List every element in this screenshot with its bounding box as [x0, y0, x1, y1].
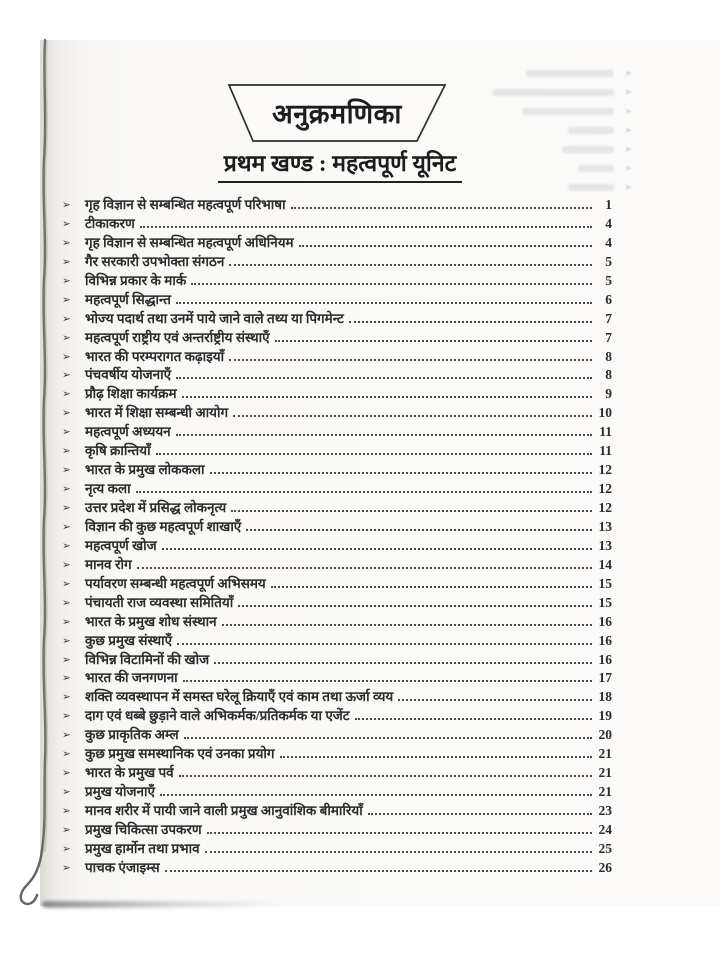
toc-entry-page: 7 [605, 329, 612, 345]
toc-list [62, 196, 612, 878]
arrow-bullet-icon: ➢ [62, 294, 71, 306]
toc-entry-page: 12 [598, 462, 612, 478]
toc-entry [62, 651, 612, 670]
dotted-leader [176, 377, 592, 379]
dotted-leader [229, 264, 592, 266]
dotted-leader [176, 434, 592, 436]
toc-entry [62, 234, 612, 253]
toc-entry-label: गृह विज्ञान से सम्बन्धित महत्वपूर्ण अधिनियम [85, 234, 294, 250]
toc-entry-label: महत्वपूर्ण अध्ययन [85, 424, 171, 440]
toc-entry-page: 24 [598, 821, 612, 837]
toc-entry [62, 366, 612, 385]
dotted-leader [349, 321, 592, 323]
toc-entry-page: 21 [598, 765, 612, 781]
arrow-bullet-icon: ➢ [62, 237, 71, 249]
arrow-bullet-icon: ➢ [62, 200, 71, 211]
toc-entry [62, 613, 612, 632]
dotted-leader [177, 643, 592, 645]
toc-entry [62, 764, 612, 783]
arrow-bullet-icon: ➢ [62, 862, 71, 874]
toc-entry-label: भोज्य पदार्थ तथा उनमें पाये जाने वाले तथ्य या पिगमेन्ट [85, 310, 344, 326]
dotted-leader [271, 586, 592, 588]
dotted-leader [280, 756, 593, 758]
toc-entry-page: 18 [598, 689, 612, 705]
toc-entry-label: भारत के प्रमुख शोध संस्थान [85, 613, 217, 629]
toc-entry-label: दाग एवं धब्बे छुड़ाने वाले अभिकर्मक/प्रतिकर्मक या एजेंट [85, 708, 350, 724]
toc-entry-label: भारत के प्रमुख पर्व [85, 765, 174, 781]
toc-entry-page: 4 [605, 215, 612, 231]
toc-entry [62, 632, 612, 651]
toc-entry-label: विज्ञान की कुछ महत्वपूर्ण शाखाएँ [85, 518, 242, 534]
toc-entry-page: 14 [598, 556, 612, 572]
arrow-bullet-icon: ➢ [62, 559, 71, 571]
dotted-leader [205, 851, 592, 853]
dotted-leader [140, 226, 592, 228]
page-title: अनुक्रमणिका [272, 99, 402, 129]
toc-entry-label: मानव शरीर में पायी जाने वाली प्रमुख आनुवांशिक बीमारियाँ [85, 803, 363, 818]
page-bottom-shadow [42, 901, 282, 908]
toc-entry-page: 5 [605, 253, 612, 269]
toc-entry-page: 21 [598, 746, 612, 762]
arrow-bullet-icon: ➢ [62, 446, 71, 458]
toc-entry-label: नृत्य कला [85, 481, 131, 497]
arrow-bullet-icon: ➢ [62, 427, 71, 439]
ghost-arrow-icon: ➤ [624, 144, 632, 154]
toc-entry-label: पंचायती राज व्यवस्था समितियाँ [85, 594, 234, 610]
arrow-bullet-icon: ➢ [62, 408, 71, 420]
dotted-leader [156, 453, 592, 455]
toc-entry [62, 310, 612, 329]
toc-entry [62, 707, 612, 726]
toc-entry-label: शक्ति व्यवस्थापन में समस्त घरेलू क्रियाएँ एवं काम तथा ऊर्जा व्यय [85, 689, 394, 705]
toc-entry [62, 404, 612, 423]
toc-entry-page: 13 [598, 537, 612, 553]
arrow-bullet-icon: ➢ [62, 313, 71, 325]
dotted-leader [214, 662, 592, 664]
toc-entry-page: 11 [599, 424, 612, 440]
toc-entry-page: 19 [598, 708, 612, 724]
arrow-bullet-icon: ➢ [62, 351, 71, 363]
arrow-bullet-icon: ➢ [62, 578, 71, 590]
arrow-bullet-icon: ➢ [62, 256, 71, 268]
toc-entry-page: 17 [598, 670, 612, 686]
dotted-leader [231, 510, 592, 512]
arrow-bullet-icon: ➢ [62, 635, 71, 647]
dotted-leader [299, 245, 592, 247]
dotted-leader [179, 775, 592, 777]
dotted-leader [233, 415, 592, 417]
dotted-leader [137, 567, 592, 569]
dotted-leader [182, 396, 592, 398]
ghost-arrow-icon: ➤ [624, 182, 632, 192]
toc-entry [62, 821, 612, 840]
toc-entry-page: 10 [598, 405, 612, 421]
toc-entry-label: महत्वपूर्ण खोज [85, 537, 157, 553]
toc-entry [62, 423, 612, 442]
dotted-leader [207, 832, 592, 834]
toc-entry-page: 16 [598, 651, 612, 667]
arrow-bullet-icon: ➢ [62, 654, 71, 666]
toc-entry [62, 442, 612, 461]
arrow-bullet-icon: ➢ [62, 806, 71, 817]
dotted-leader [275, 340, 592, 342]
toc-entry-page: 12 [598, 500, 612, 515]
ghost-arrow-icon: ➤ [624, 163, 632, 173]
dotted-leader [160, 794, 592, 796]
arrow-bullet-icon: ➢ [62, 484, 71, 496]
arrow-bullet-icon: ➢ [62, 787, 71, 799]
toc-entry-label: भारत की परम्परागत कढ़ाइयाँ [85, 348, 225, 364]
toc-entry-label: कुछ प्राकृतिक अम्ल [85, 727, 179, 743]
dotted-leader [355, 718, 592, 720]
arrow-bullet-icon: ➢ [62, 730, 71, 742]
toc-entry [62, 859, 612, 878]
section-heading-wrap [0, 146, 680, 183]
toc-entry-label: गैर सरकारी उपभोक्ता संगठन [85, 253, 225, 269]
dotted-leader [222, 624, 592, 626]
arrow-bullet-icon: ➢ [62, 370, 71, 382]
arrow-bullet-icon: ➢ [62, 673, 71, 685]
toc-entry [62, 253, 612, 272]
dotted-leader [291, 207, 592, 209]
toc-entry-page: 9 [605, 386, 612, 402]
dotted-leader [183, 680, 592, 682]
toc-entry-label: विभिन्न प्रकार के मार्क [85, 272, 187, 288]
arrow-bullet-icon: ➢ [62, 332, 71, 344]
dotted-leader [162, 548, 592, 550]
dotted-leader [191, 283, 592, 285]
arrow-bullet-icon: ➢ [62, 749, 71, 761]
toc-entry-label: विभिन्न विटामिनों की खोज [85, 651, 210, 667]
toc-entry [62, 594, 612, 613]
arrow-bullet-icon: ➢ [62, 275, 71, 287]
toc-entry-label: भारत की जनगणना [85, 670, 178, 686]
toc-entry-page: 12 [598, 481, 612, 497]
toc-entry-page: 5 [605, 272, 612, 288]
dotted-leader [238, 605, 592, 607]
arrow-bullet-icon: ➢ [62, 521, 71, 533]
toc-entry [62, 272, 612, 291]
toc-entry [62, 556, 612, 575]
arrow-bullet-icon: ➢ [62, 597, 71, 609]
toc-entry [62, 329, 612, 348]
toc-entry [62, 688, 612, 707]
toc-entry-label: कुछ प्रमुख समस्थानिक एवं उनका प्रयोग [85, 746, 275, 762]
toc-entry-page: 11 [599, 443, 612, 459]
arrow-bullet-icon: ➢ [62, 768, 71, 780]
toc-entry [62, 215, 612, 234]
dotted-leader [176, 302, 592, 304]
toc-entry [62, 537, 612, 556]
toc-entry-page: 21 [598, 784, 612, 800]
toc-entry-page: 4 [605, 234, 612, 250]
toc-entry-label: भारत में शिक्षा सम्बन्धी आयोग [85, 405, 229, 421]
ghost-arrow-icon: ➤ [624, 125, 632, 135]
toc-entry-label: मानव रोग [85, 556, 132, 572]
toc-entry-page: 25 [598, 840, 612, 856]
toc-entry [62, 196, 612, 215]
toc-entry-page: 8 [605, 348, 612, 364]
toc-entry-page: 16 [598, 632, 612, 648]
toc-entry [62, 840, 612, 859]
toc-entry [62, 518, 612, 537]
arrow-bullet-icon: ➢ [62, 218, 71, 230]
dotted-leader [165, 870, 592, 872]
ghost-arrow-icon: ➤ [624, 68, 632, 78]
toc-entry [62, 499, 612, 518]
arrow-bullet-icon: ➢ [62, 616, 71, 628]
toc-entry-label: प्रमुख हार्मोन तथा प्रभाव [85, 840, 200, 856]
toc-entry [62, 348, 612, 367]
toc-entry-page: 16 [598, 613, 612, 629]
toc-entry-label: महत्वपूर्ण राष्ट्रीय एवं अन्तर्राष्ट्रीय संस्थाएँ [85, 329, 270, 345]
dotted-leader [398, 699, 592, 701]
toc-entry-label: भारत के प्रमुख लोककला [85, 462, 205, 478]
dotted-leader [210, 472, 592, 474]
toc-entry-label: गृह विज्ञान से सम्बन्धित महत्वपूर्ण परिभाषा [85, 197, 286, 212]
toc-entry [62, 802, 612, 821]
arrow-bullet-icon: ➢ [62, 540, 71, 552]
toc-entry-page: 26 [598, 859, 612, 875]
toc-entry [62, 575, 612, 594]
toc-entry [62, 726, 612, 745]
arrow-bullet-icon: ➢ [62, 824, 71, 836]
toc-entry-label: पाचक एंजाइम्स [85, 859, 160, 875]
arrow-bullet-icon: ➢ [62, 692, 71, 704]
toc-entry-label: उत्तर प्रदेश में प्रसिद्ध लोकनृत्य [85, 500, 227, 515]
arrow-bullet-icon: ➢ [62, 465, 71, 477]
ghost-arrow-icon: ➤ [624, 106, 632, 116]
toc-entry [62, 783, 612, 802]
toc-entry-label: महत्वपूर्ण सिद्धान्त [85, 291, 171, 307]
toc-entry [62, 480, 612, 499]
toc-entry [62, 461, 612, 480]
toc-entry-page: 23 [598, 803, 612, 818]
toc-entry-label: प्रमुख योजनाएँ [85, 784, 155, 800]
toc-entry-label: प्रमुख चिकित्सा उपकरण [85, 821, 202, 837]
toc-entry-label: टीकाकरण [85, 215, 135, 231]
dotted-leader [246, 529, 592, 531]
arrow-bullet-icon: ➢ [62, 843, 71, 855]
ghost-arrow-icon: ➤ [624, 87, 632, 97]
dotted-leader [136, 491, 592, 493]
toc-entry-page: 6 [605, 291, 612, 307]
toc-entry-page: 13 [598, 518, 612, 534]
toc-entry-label: कृषि क्रान्तियाँ [85, 443, 151, 459]
toc-entry-label: कुछ प्रमुख संस्थाएँ [85, 632, 173, 648]
arrow-bullet-icon: ➢ [62, 503, 71, 514]
dotted-leader [368, 813, 592, 815]
toc-entry-page: 1 [605, 197, 612, 212]
toc-entry-label: पर्यावरण सम्बन्धी महत्वपूर्ण अभिसमय [85, 575, 266, 591]
dotted-leader [184, 737, 592, 739]
toc-entry [62, 669, 612, 688]
toc-entry-label: पंचवर्षीय योजनाएँ [85, 367, 172, 383]
toc-entry-page: 15 [598, 575, 612, 591]
toc-entry [62, 385, 612, 404]
toc-entry-page: 15 [598, 594, 612, 610]
toc-entry-page: 20 [598, 727, 612, 743]
toc-entry-label: प्रौढ़ शिक्षा कार्यक्रम [85, 386, 177, 402]
toc-entry-page: 7 [605, 310, 612, 326]
section-heading: प्रथम खण्ड : महत्वपूर्ण यूनिट [218, 146, 462, 183]
toc-entry [62, 291, 612, 310]
dotted-leader [229, 359, 592, 361]
toc-entry-page: 8 [605, 367, 612, 383]
arrow-bullet-icon: ➢ [62, 711, 71, 723]
toc-entry [62, 745, 612, 764]
arrow-bullet-icon: ➢ [62, 389, 71, 401]
